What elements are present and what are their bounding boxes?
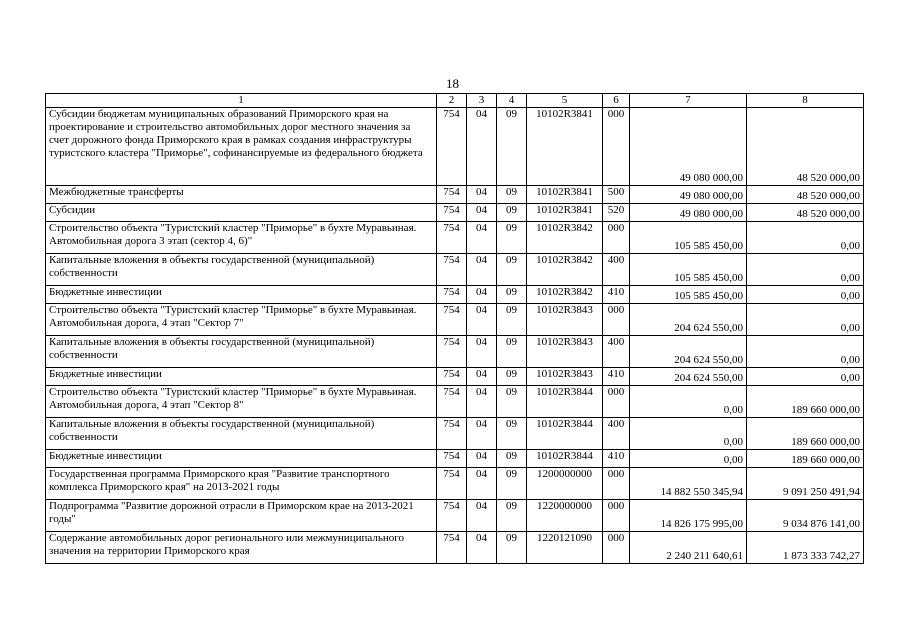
row-name-cell: Подпрограмма "Развитие дорожной отрасли в Приморском крае на 2013-2021 годы" xyxy=(46,500,437,532)
row-code-cell: 754 xyxy=(437,286,467,304)
row-code-cell: 10102R3843 xyxy=(527,336,603,368)
row-name-cell: Субсидии xyxy=(46,204,437,222)
row-code-cell: 754 xyxy=(437,254,467,286)
row-code-cell: 09 xyxy=(497,204,527,222)
row-code-cell: 400 xyxy=(603,254,630,286)
row-name-cell: Государственная программа Приморского края "Развитие транспортного комплекса Приморского края" на 2013-2021 годы xyxy=(46,468,437,500)
row-name-cell: Капитальные вложения в объекты государственной (муниципальной) собственности xyxy=(46,336,437,368)
row-code-cell: 10102R3842 xyxy=(527,222,603,254)
page-number: 18 xyxy=(446,76,459,91)
row-code-cell: 09 xyxy=(497,532,527,564)
row-code-cell: 04 xyxy=(467,286,497,304)
row-name-cell: Строительство объекта "Туристский кластер "Приморье" в бухте Муравьиная. Автомобильная дорога, 4 этап "Сектор 7" xyxy=(46,304,437,336)
row-amount-cell: 0,00 xyxy=(747,368,864,386)
table-row xyxy=(46,108,864,186)
row-amount-cell: 0,00 xyxy=(747,304,864,336)
row-name-cell: Капитальные вложения в объекты государственной (муниципальной) собственности xyxy=(46,254,437,286)
row-name-cell: Капитальные вложения в объекты государственной (муниципальной) собственности xyxy=(46,418,437,450)
row-code-cell: 000 xyxy=(603,222,630,254)
row-code-cell: 754 xyxy=(437,418,467,450)
row-code-cell: 09 xyxy=(497,368,527,386)
row-amount-cell: 9 034 876 141,00 xyxy=(747,500,864,532)
table-row xyxy=(46,254,864,286)
row-name-cell: Бюджетные инвестиции xyxy=(46,286,437,304)
row-amount-cell: 204 624 550,00 xyxy=(630,368,747,386)
row-amount-cell: 0,00 xyxy=(747,222,864,254)
table-row xyxy=(46,222,864,254)
row-code-cell: 04 xyxy=(467,500,497,532)
row-code-cell: 09 xyxy=(497,418,527,450)
row-amount-cell: 105 585 450,00 xyxy=(630,254,747,286)
table-row xyxy=(46,204,864,222)
row-code-cell: 754 xyxy=(437,186,467,204)
table-row xyxy=(46,468,864,500)
row-amount-cell: 2 240 211 640,61 xyxy=(630,532,747,564)
row-amount-cell: 1 873 333 742,27 xyxy=(747,532,864,564)
row-code-cell: 10102R3841 xyxy=(527,186,603,204)
table-row xyxy=(46,304,864,336)
table-row xyxy=(46,368,864,386)
row-code-cell: 500 xyxy=(603,186,630,204)
row-amount-cell: 9 091 250 491,94 xyxy=(747,468,864,500)
row-amount-cell: 14 826 175 995,00 xyxy=(630,500,747,532)
row-code-cell: 04 xyxy=(467,450,497,468)
row-code-cell: 09 xyxy=(497,304,527,336)
row-amount-cell: 204 624 550,00 xyxy=(630,336,747,368)
row-code-cell: 000 xyxy=(603,108,630,186)
row-name-cell: Содержание автомобильных дорог регионального или межмуниципального значения на территории Приморского края xyxy=(46,532,437,564)
row-code-cell: 09 xyxy=(497,336,527,368)
row-code-cell: 754 xyxy=(437,450,467,468)
row-code-cell: 10102R3843 xyxy=(527,368,603,386)
row-amount-cell: 0,00 xyxy=(747,254,864,286)
row-code-cell: 754 xyxy=(437,368,467,386)
row-code-cell: 10102R3842 xyxy=(527,286,603,304)
row-code-cell: 09 xyxy=(497,286,527,304)
row-code-cell: 754 xyxy=(437,468,467,500)
row-code-cell: 04 xyxy=(467,222,497,254)
row-code-cell: 000 xyxy=(603,304,630,336)
row-code-cell: 410 xyxy=(603,450,630,468)
row-code-cell: 04 xyxy=(467,336,497,368)
row-amount-cell: 49 080 000,00 xyxy=(630,204,747,222)
row-code-cell: 1220000000 xyxy=(527,500,603,532)
row-name-cell: Бюджетные инвестиции xyxy=(46,368,437,386)
table-row xyxy=(46,186,864,204)
row-code-cell: 04 xyxy=(467,108,497,186)
table-row xyxy=(46,336,864,368)
header-cell: 7 xyxy=(630,94,747,108)
row-code-cell: 04 xyxy=(467,386,497,418)
row-amount-cell: 49 080 000,00 xyxy=(630,108,747,186)
table-header-row xyxy=(46,94,864,108)
row-code-cell: 754 xyxy=(437,204,467,222)
row-code-cell: 09 xyxy=(497,254,527,286)
row-code-cell: 400 xyxy=(603,418,630,450)
table-row xyxy=(46,500,864,532)
row-amount-cell: 48 520 000,00 xyxy=(747,186,864,204)
header-cell: 5 xyxy=(527,94,603,108)
row-amount-cell: 48 520 000,00 xyxy=(747,204,864,222)
table-row xyxy=(46,450,864,468)
row-code-cell: 04 xyxy=(467,254,497,286)
row-code-cell: 04 xyxy=(467,368,497,386)
row-code-cell: 754 xyxy=(437,336,467,368)
row-amount-cell: 189 660 000,00 xyxy=(747,450,864,468)
row-code-cell: 000 xyxy=(603,532,630,564)
row-code-cell: 754 xyxy=(437,500,467,532)
row-code-cell: 04 xyxy=(467,468,497,500)
row-amount-cell: 48 520 000,00 xyxy=(747,108,864,186)
row-amount-cell: 204 624 550,00 xyxy=(630,304,747,336)
row-amount-cell: 105 585 450,00 xyxy=(630,222,747,254)
row-amount-cell: 49 080 000,00 xyxy=(630,186,747,204)
row-code-cell: 1220121090 xyxy=(527,532,603,564)
row-code-cell: 754 xyxy=(437,222,467,254)
row-amount-cell: 105 585 450,00 xyxy=(630,286,747,304)
header-cell: 4 xyxy=(497,94,527,108)
row-amount-cell: 14 882 550 345,94 xyxy=(630,468,747,500)
row-name-cell: Строительство объекта "Туристский кластер "Приморье" в бухте Муравьиная. Автомобильная дорога, 4 этап "Сектор 8" xyxy=(46,386,437,418)
row-amount-cell: 0,00 xyxy=(630,386,747,418)
table-row xyxy=(46,418,864,450)
row-code-cell: 10102R3841 xyxy=(527,204,603,222)
row-code-cell: 000 xyxy=(603,386,630,418)
table-row xyxy=(46,532,864,564)
row-code-cell: 09 xyxy=(497,450,527,468)
row-code-cell: 10102R3844 xyxy=(527,386,603,418)
row-amount-cell: 189 660 000,00 xyxy=(747,418,864,450)
header-cell: 2 xyxy=(437,94,467,108)
header-cell: 6 xyxy=(603,94,630,108)
row-code-cell: 09 xyxy=(497,186,527,204)
row-code-cell: 09 xyxy=(497,500,527,532)
row-code-cell: 10102R3842 xyxy=(527,254,603,286)
row-code-cell: 000 xyxy=(603,500,630,532)
row-code-cell: 410 xyxy=(603,286,630,304)
row-code-cell: 04 xyxy=(467,186,497,204)
header-cell: 1 xyxy=(46,94,437,108)
row-name-cell: Межбюджетные трансферты xyxy=(46,186,437,204)
row-name-cell: Субсидии бюджетам муниципальных образований Приморского края на проектирование и строительство автомобильных дорог местного значения за счет дорожного фонда Приморского края в рамках создания инфраструктуры туристского кластера "Приморье", софинансируемые из федерального бюджета xyxy=(46,108,437,186)
row-code-cell: 410 xyxy=(603,368,630,386)
row-code-cell: 04 xyxy=(467,532,497,564)
row-code-cell: 754 xyxy=(437,304,467,336)
header-cell: 3 xyxy=(467,94,497,108)
row-amount-cell: 0,00 xyxy=(630,450,747,468)
row-code-cell: 520 xyxy=(603,204,630,222)
row-code-cell: 09 xyxy=(497,468,527,500)
row-code-cell: 754 xyxy=(437,386,467,418)
table-row xyxy=(46,386,864,418)
row-code-cell: 10102R3844 xyxy=(527,418,603,450)
row-code-cell: 10102R3841 xyxy=(527,108,603,186)
table-row xyxy=(46,286,864,304)
row-code-cell: 000 xyxy=(603,468,630,500)
row-amount-cell: 189 660 000,00 xyxy=(747,386,864,418)
header-cell: 8 xyxy=(747,94,864,108)
budget-table xyxy=(45,93,864,564)
row-code-cell: 09 xyxy=(497,222,527,254)
row-code-cell: 754 xyxy=(437,108,467,186)
row-code-cell: 04 xyxy=(467,204,497,222)
row-amount-cell: 0,00 xyxy=(747,286,864,304)
row-amount-cell: 0,00 xyxy=(747,336,864,368)
row-code-cell: 04 xyxy=(467,418,497,450)
row-amount-cell: 0,00 xyxy=(630,418,747,450)
row-code-cell: 754 xyxy=(437,532,467,564)
row-code-cell: 10102R3843 xyxy=(527,304,603,336)
row-code-cell: 10102R3844 xyxy=(527,450,603,468)
row-code-cell: 09 xyxy=(497,386,527,418)
row-name-cell: Строительство объекта "Туристский кластер "Приморье" в бухте Муравьиная. Автомобильная дорога 3 этап (сектор 4, 6)" xyxy=(46,222,437,254)
row-code-cell: 09 xyxy=(497,108,527,186)
row-code-cell: 04 xyxy=(467,304,497,336)
row-name-cell: Бюджетные инвестиции xyxy=(46,450,437,468)
row-code-cell: 400 xyxy=(603,336,630,368)
row-code-cell: 1200000000 xyxy=(527,468,603,500)
